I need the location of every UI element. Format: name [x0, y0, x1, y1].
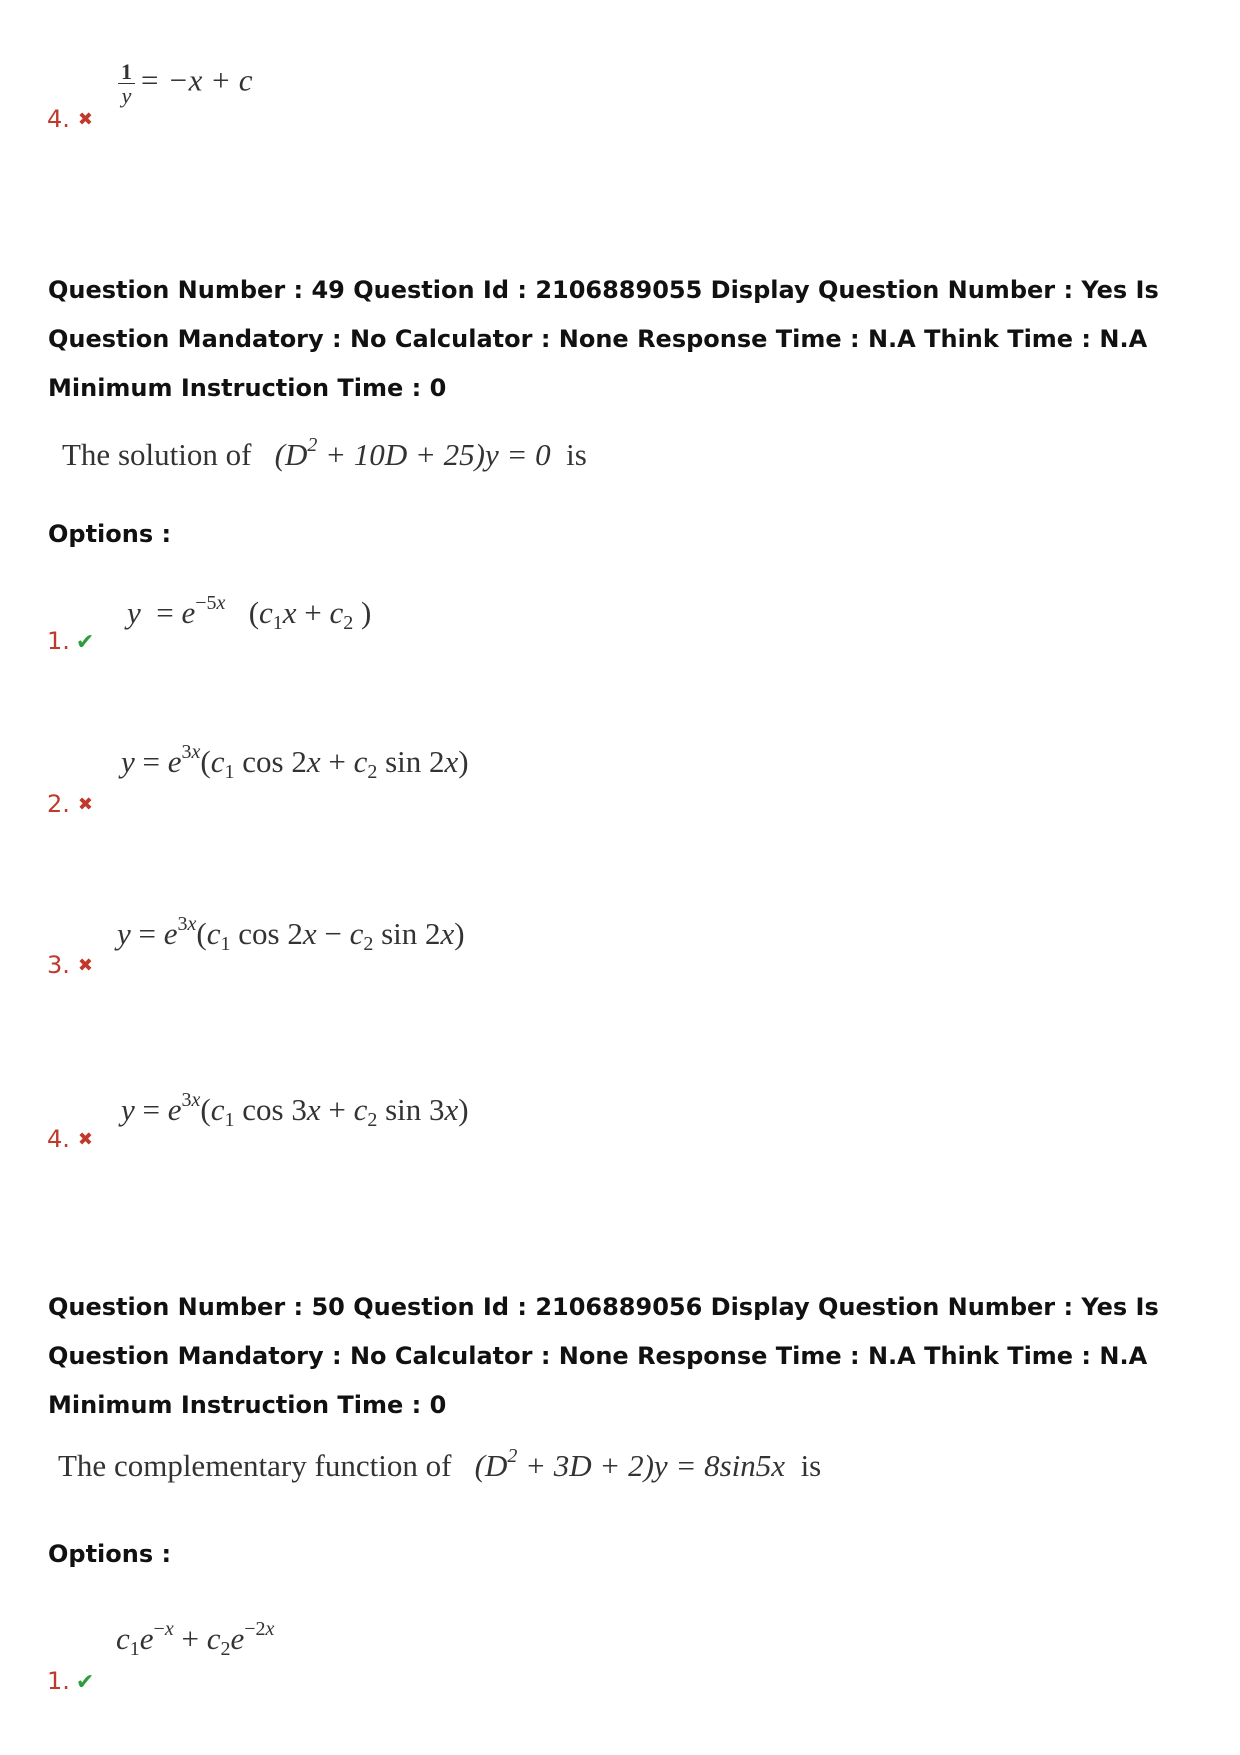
- question-49-options-label: Options :: [48, 520, 172, 548]
- question-49-option-2-label: 2. ✖: [47, 790, 93, 818]
- question-49-option-4-label: 4. ✖: [47, 1125, 93, 1153]
- question-49-option-1-label: 1. ✔: [47, 627, 95, 655]
- question-49-text: The solution of $(D^2 + 10D + 25)y = 0$ is: [62, 434, 587, 472]
- check-icon: ✔: [75, 630, 95, 655]
- top-option-4-label: 4. ✖: [47, 105, 93, 133]
- check-icon: ✔: [75, 1670, 95, 1695]
- cross-icon: ✖: [77, 794, 93, 815]
- rhs: = −x + c: [139, 62, 253, 98]
- question-49-equation: $(D^2 + 10D + 25)y = 0$: [274, 434, 551, 472]
- question-49-option-3-label: 3. ✖: [47, 951, 93, 979]
- top-option-4-math: [118, 60, 253, 107]
- question-49-option-2-expr: $y = e^{3x}(c_1$ $\cos 2x + c_2$ sin 2x): [121, 741, 469, 783]
- question-50-option-1-label: 1. ✔: [47, 1667, 95, 1695]
- cross-icon: ✖: [77, 109, 93, 130]
- question-50-options-label: Options :: [48, 1540, 172, 1568]
- question-49-option-3-expr: $y = e^{3x}(c_1$ $\cos 2x - c_2$ sin 2x): [117, 913, 465, 955]
- cross-icon: ✖: [77, 955, 93, 976]
- question-49-option-4-expr: $y = e^{3x}(c_1$ $\cos 3x + c_2$ sin 3x): [121, 1089, 469, 1131]
- fraction: $\frac{1}{y}$: [118, 60, 135, 107]
- question-50-text: The complementary function of $(D^2 + 3D + 2)y = 8\sin 5x$ is: [58, 1445, 822, 1483]
- question-49-option-1-expr: $y = e^{-5x}$ ($c_1x + c_2$ ): [127, 592, 372, 634]
- question-50-option-1-expr: $c_1e^{-x} + c_2e^{-2x}$: [116, 1618, 275, 1660]
- question-50-equation: $(D^2 + 3D + 2)y = 8\sin 5x$: [474, 1445, 786, 1483]
- question-50-header: Question Number : 50 Question Id : 2106889056 Display Question Number : Yes Is Question Mandatory : No Calculator : None Response Time : N.A Think Time : N.A Minimum Instruction Time : 0: [48, 1293, 1159, 1419]
- question-49-header: Question Number : 49 Question Id : 2106889055 Display Question Number : Yes Is Question Mandatory : No Calculator : None Response Time : N.A Think Time : N.A Minimum Instruction Time : 0: [48, 276, 1159, 402]
- cross-icon: ✖: [77, 1129, 93, 1150]
